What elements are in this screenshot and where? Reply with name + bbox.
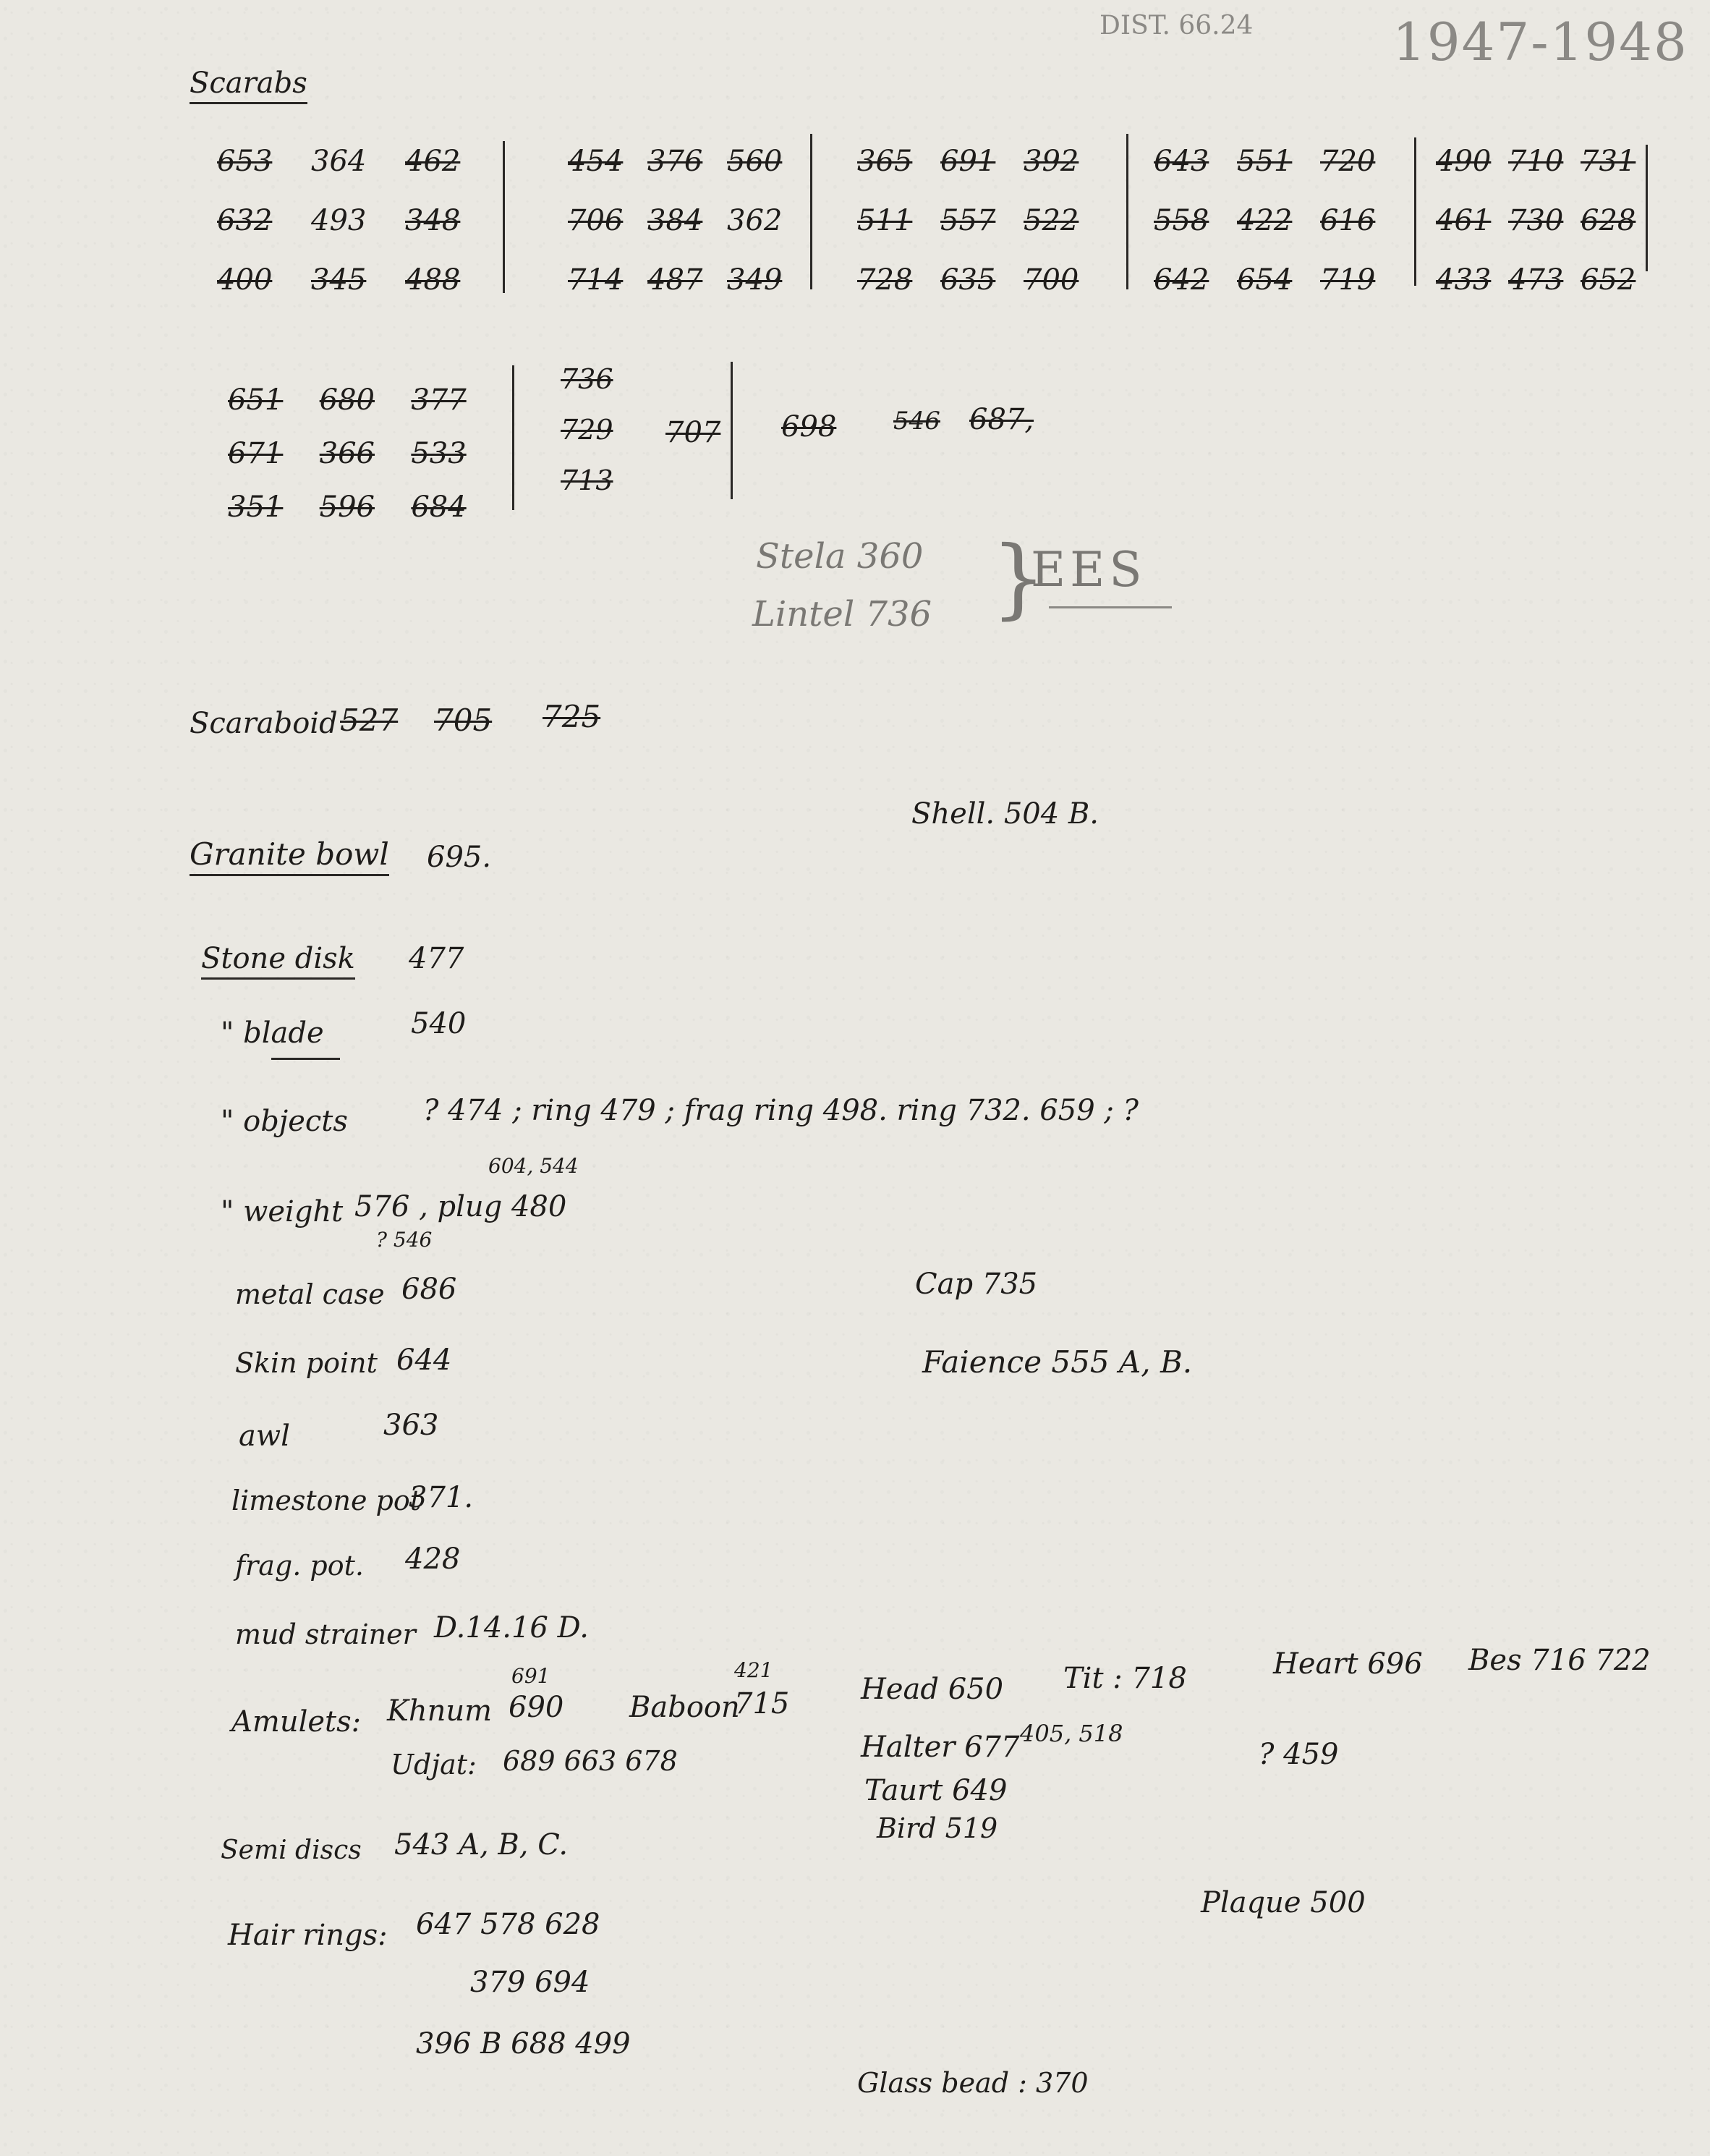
scarab-number: 729: [561, 414, 613, 446]
scarab-number: 720: [1320, 145, 1376, 178]
semi-discs-value: 543 A, B, C.: [394, 1828, 569, 1862]
ees-stela: Stela 360: [756, 536, 924, 577]
scarab-number: 713: [561, 464, 613, 496]
scarab-number: 557: [940, 204, 996, 237]
scarab-number: 642: [1154, 263, 1209, 297]
hair-rings-line2: 379 694: [470, 1966, 590, 1999]
glass-bead-entry: Glass bead : 370: [857, 2067, 1089, 2099]
amulet-bes: Bes 716 722: [1468, 1644, 1651, 1677]
scarab-number: 366: [319, 437, 375, 470]
scarab-number: 560: [727, 145, 783, 178]
awl-label: awl: [239, 1419, 290, 1453]
scarab-number: 551: [1237, 145, 1293, 178]
baboon-name: Baboon: [629, 1691, 740, 1724]
ees-lintel: Lintel 736: [752, 594, 932, 635]
scarab-number: 377: [411, 383, 467, 417]
plaque-entry: Plaque 500: [1201, 1886, 1366, 1919]
scarab-number: 433: [1436, 263, 1492, 297]
metal-case-label: metal case: [235, 1278, 385, 1310]
scarab-number: 714: [568, 263, 624, 297]
amulet-head: Head 650: [861, 1673, 1004, 1706]
scarab-group-4: [1154, 145, 1403, 297]
weight-below: ? 546: [376, 1228, 433, 1252]
scaraboid-number: 725: [543, 699, 601, 734]
granite-bowl-label: Granite bowl: [190, 839, 389, 876]
scarab-number: 473: [1508, 263, 1564, 297]
scarab-number: 461: [1436, 204, 1492, 237]
scarab-group-2: [568, 145, 807, 297]
scarab-number: 684: [411, 491, 467, 524]
scarab-number: 691: [940, 145, 996, 178]
scarab-number: 522: [1024, 204, 1079, 237]
semi-discs-label: Semi discs: [221, 1835, 362, 1865]
scarab-number: 643: [1154, 145, 1209, 178]
scarab-number: 365: [857, 145, 913, 178]
scarab-number: 364: [311, 145, 367, 178]
scarab-group-6: [228, 383, 503, 524]
scaraboid-number: 705: [434, 703, 493, 738]
scarab-number: 632: [217, 204, 273, 237]
faience-entry: Faience 555 A, B.: [922, 1344, 1193, 1380]
scarab-number: 384: [647, 204, 703, 237]
scarab-group-1: [217, 145, 499, 297]
scarab-number: 707: [665, 416, 721, 449]
scarab-number: 654: [1237, 263, 1293, 297]
scarab-number: 348: [405, 204, 461, 237]
scarab-number: 680: [319, 383, 375, 417]
scarab-number: 651: [228, 383, 284, 417]
blade-label: " blade: [221, 1017, 324, 1050]
hair-rings-line1: 647 578 628: [416, 1908, 600, 1941]
hair-rings-label: Hair rings:: [228, 1919, 388, 1952]
baboon-value: 715: [734, 1687, 790, 1720]
skin-point-value: 644: [396, 1344, 452, 1377]
scarab-number: 487: [647, 263, 703, 297]
divider: [1646, 145, 1648, 271]
amulet-halter: Halter 677: [861, 1731, 1020, 1764]
amulets-label: Amulets:: [231, 1705, 362, 1739]
granite-bowl-value: 695.: [427, 841, 492, 874]
blade-underline: [271, 1058, 340, 1060]
scarab-number: 698: [781, 410, 837, 443]
udjat-values: 689 663 678: [503, 1745, 678, 1777]
mud-strainer-value: D.14.16 D.: [434, 1611, 589, 1644]
scarab-number: 731: [1581, 145, 1636, 178]
scarab-number: 400: [217, 263, 273, 297]
amulet-tit: Tit : 718: [1063, 1662, 1187, 1695]
scarab-number: 628: [1581, 204, 1636, 237]
scarabs-heading: Scarabs: [190, 69, 307, 104]
amulet-halter-extra: 405, 518: [1020, 1720, 1123, 1747]
divider: [512, 365, 514, 510]
scaraboid-number: 527: [340, 703, 399, 738]
hair-rings-line3: 396 B 688 499: [416, 2027, 631, 2060]
scarab-number: 558: [1154, 204, 1209, 237]
amulet-taurt: Taurt 649: [864, 1774, 1008, 1807]
blade-value: 540: [411, 1007, 467, 1040]
metal-case-value: 686: [401, 1273, 457, 1306]
awl-value: 363: [383, 1409, 439, 1442]
ees-underline: [1049, 606, 1172, 608]
scarab-number: 700: [1024, 263, 1079, 297]
amulet-bird: Bird 519: [877, 1812, 998, 1844]
shell-entry: Shell. 504 B.: [911, 797, 1099, 831]
scarab-number: 616: [1320, 204, 1376, 237]
weight-value: 576 , plug 480: [354, 1190, 567, 1223]
ees-label: EES: [1031, 542, 1147, 598]
scarab-number: 653: [217, 145, 273, 178]
scarab-number: 719: [1320, 263, 1376, 297]
scarab-number: 687,: [969, 403, 1034, 436]
divider: [731, 362, 733, 499]
scarab-number: 345: [311, 263, 367, 297]
scaraboid-label: Scaraboid: [190, 707, 338, 740]
scarab-number: 392: [1024, 145, 1079, 178]
limestone-pot-value: 371.: [409, 1481, 474, 1514]
stone-disk-label: Stone disk: [201, 944, 355, 980]
years: 1947-1948: [1392, 12, 1688, 72]
scarab-number: 635: [940, 263, 996, 297]
scarab-number: 488: [405, 263, 461, 297]
frag-pot-value: 428: [405, 1542, 461, 1576]
frag-pot-label: frag. pot.: [235, 1550, 364, 1582]
scarab-number: 376: [647, 145, 703, 178]
scarab-number: 596: [319, 491, 375, 524]
scarab-number: 710: [1508, 145, 1564, 178]
scarab-number: 533: [411, 437, 467, 470]
brace-icon: }: [991, 528, 1047, 629]
weight-above: 604, 544: [488, 1154, 579, 1178]
scarab-number: 511: [857, 204, 913, 237]
mud-strainer-label: mud strainer: [235, 1618, 416, 1650]
divider: [1126, 134, 1128, 289]
scarab-number: 546: [893, 407, 940, 436]
scarab-number: 490: [1436, 145, 1492, 178]
amulet-q459: ? 459: [1259, 1738, 1339, 1771]
khnum-above: 691: [511, 1664, 550, 1688]
scarab-number: 736: [561, 363, 613, 395]
weight-label: " weight: [221, 1195, 344, 1228]
divider: [1414, 137, 1416, 286]
stone-disk-value: 477: [409, 942, 464, 975]
scarab-number: 730: [1508, 204, 1564, 237]
scarab-number: 349: [727, 263, 783, 297]
scarab-number: 706: [568, 204, 624, 237]
objects-value: ? 474 ; ring 479 ; frag ring 498. ring 732. 659 ; ?: [423, 1094, 1139, 1127]
scarab-number: 454: [568, 145, 624, 178]
udjat-name: Udjat:: [391, 1749, 477, 1781]
scarab-number: 671: [228, 437, 284, 470]
limestone-pot-label: limestone pot: [231, 1485, 421, 1516]
dist-ref: DIST. 66.24: [1099, 11, 1254, 41]
scarab-number: 462: [405, 145, 461, 178]
cap-entry: Cap 735: [915, 1268, 1038, 1301]
khnum-name: Khnum: [387, 1694, 493, 1728]
scarab-group-5: [1436, 145, 1653, 297]
scarab-number: 351: [228, 491, 284, 524]
baboon-above: 421: [734, 1658, 773, 1682]
skin-point-label: Skin point: [235, 1347, 378, 1379]
scarab-number: 493: [311, 204, 367, 237]
divider: [810, 134, 812, 289]
scarab-number: 728: [857, 263, 913, 297]
scarab-number: 362: [727, 204, 783, 237]
amulet-heart: Heart 696: [1273, 1647, 1423, 1681]
divider: [503, 141, 505, 293]
khnum-value: 690: [509, 1691, 564, 1724]
objects-label: " objects: [221, 1105, 348, 1138]
scarab-group-3: [857, 145, 1107, 297]
scarab-number: 652: [1581, 263, 1636, 297]
scarab-number: 422: [1237, 204, 1293, 237]
